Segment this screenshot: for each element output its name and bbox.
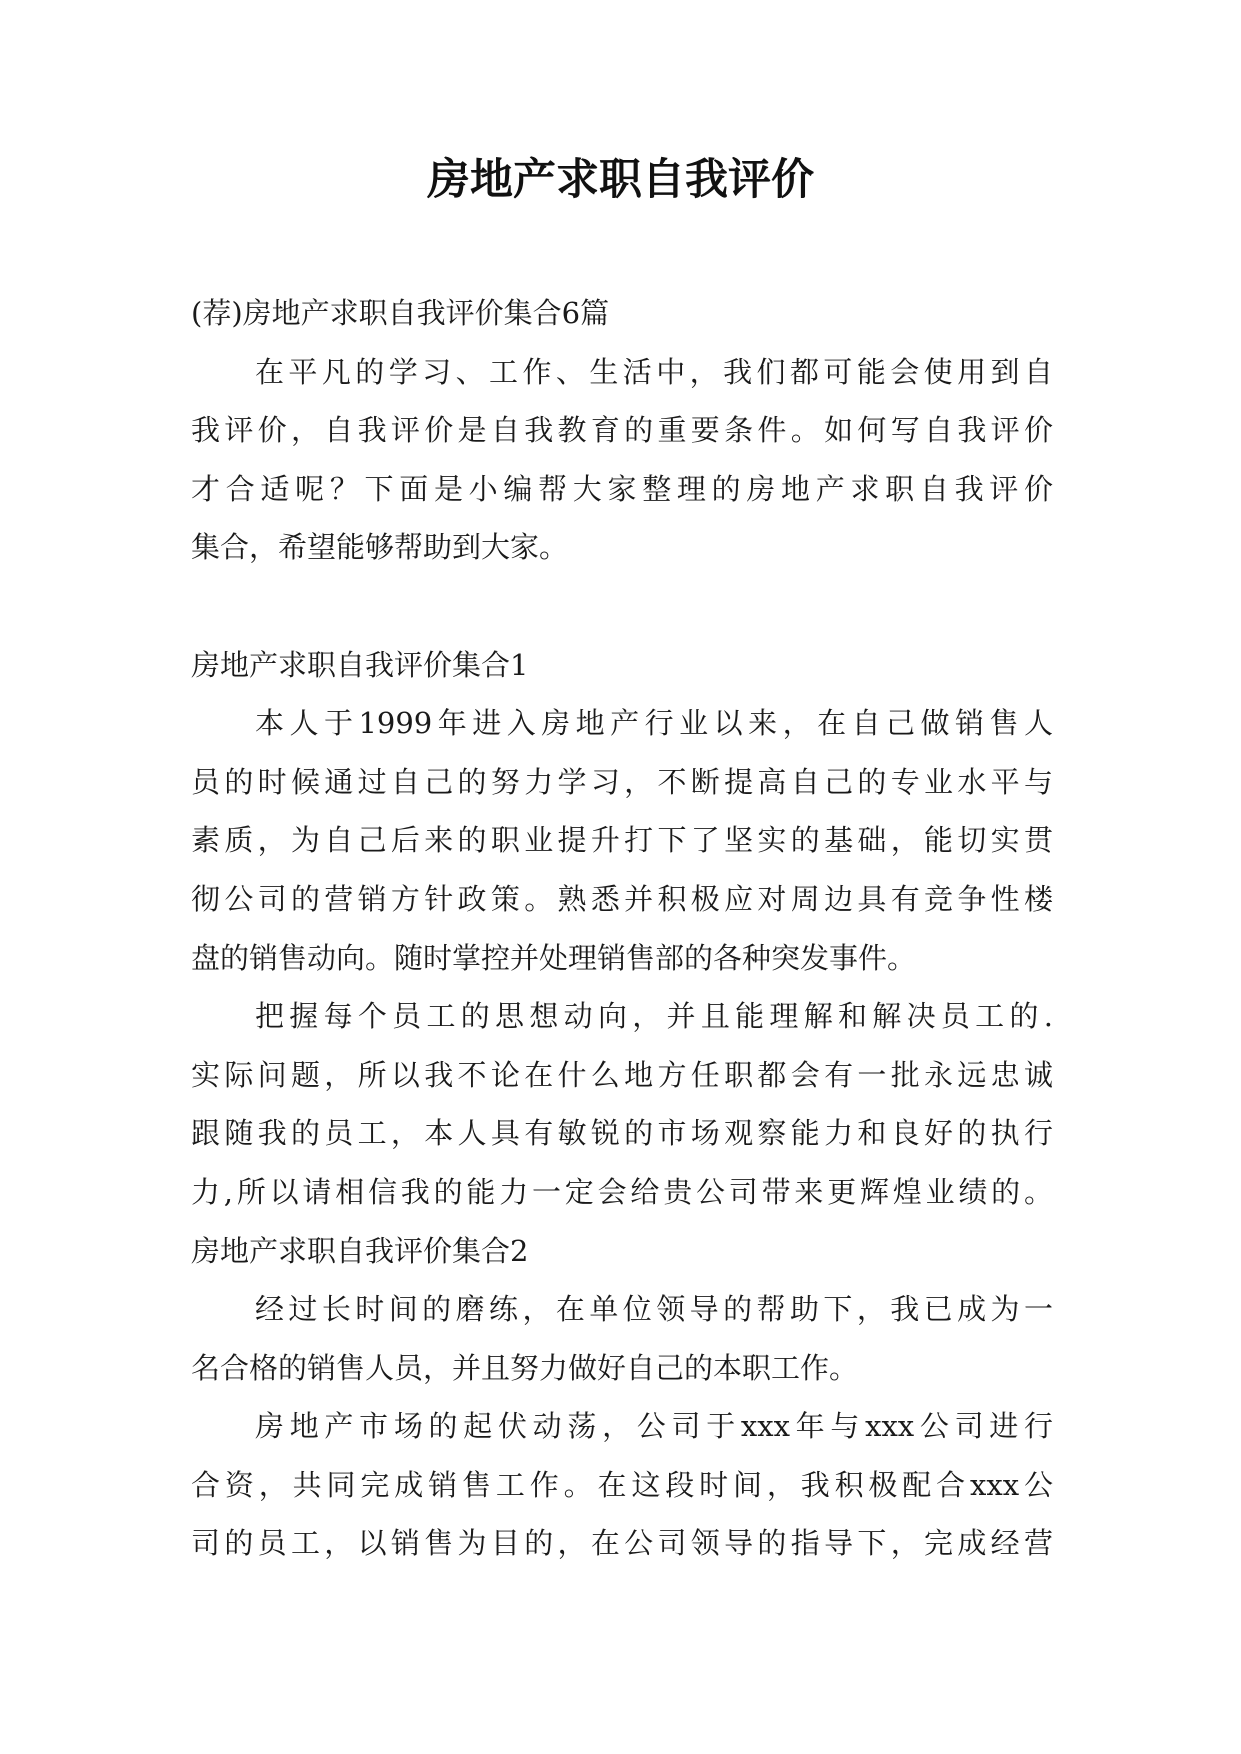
- paragraph-line: 素质，为自己后来的职业提升打下了坚实的基础，能切实贯: [191, 823, 1053, 858]
- paragraph-line: 才合适呢？下面是小编帮大家整理的房地产求职自我评价: [191, 471, 1053, 506]
- paragraph-line: 集合，希望能够帮助到大家。: [191, 530, 569, 565]
- paragraph-line: 彻公司的营销方针政策。熟悉并积极应对周边具有竞争性楼: [191, 881, 1053, 916]
- paragraph-line: 名合格的销售人员，并且努力做好自己的本职工作。: [191, 1350, 859, 1385]
- paragraph-line: 本人于1999年进入房地产行业以来，在自己做销售人: [255, 706, 1053, 741]
- document-subtitle: (荐)房地产求职自我评价集合6篇: [191, 296, 610, 330]
- paragraph-line: 盘的销售动向。随时掌控并处理销售部的各种突发事件。: [191, 940, 917, 975]
- intro-paragraph: [191, 343, 1053, 577]
- paragraph-line: 房地产市场的起伏动荡，公司于xxx年与xxx公司进行: [255, 1409, 1053, 1444]
- paragraph-line: 力,所以请相信我的能力一定会给贵公司带来更辉煌业绩的。: [191, 1174, 1053, 1209]
- section2-paragraph-1: [191, 1280, 1053, 1397]
- section2-paragraph-2: [191, 1397, 1053, 1573]
- section1-paragraph-1: [191, 694, 1053, 987]
- section-heading: 房地产求职自我评价集合1: [191, 647, 529, 682]
- paragraph-line: 员的时候通过自己的努力学习，不断提高自己的专业水平与: [191, 764, 1053, 799]
- paragraph-line: 合资，共同完成销售工作。在这段时间，我积极配合xxx公: [191, 1467, 1053, 1502]
- paragraph-line: 实际问题，所以我不论在什么地方任职都会有一批永远忠诚: [191, 1057, 1053, 1092]
- paragraph-line: 跟随我的员工，本人具有敏锐的市场观察能力和良好的执行: [191, 1116, 1053, 1151]
- paragraph-line: 在平凡的学习、工作、生活中，我们都可能会使用到自: [255, 354, 1053, 389]
- section1-paragraph-2: [191, 987, 1053, 1221]
- paragraph-line: 经过长时间的磨练，在单位领导的帮助下，我已成为一: [255, 1292, 1053, 1327]
- paragraph-line: 把握每个员工的思想动向，并且能理解和解决员工的.: [255, 999, 1053, 1034]
- paragraph-line: 我评价，自我评价是自我教育的重要条件。如何写自我评价: [191, 413, 1053, 448]
- document-body: [191, 284, 1053, 1573]
- section-heading: 房地产求职自我评价集合2: [191, 1233, 529, 1268]
- paragraph-line: 司的员工，以销售为目的，在公司领导的指导下，完成经营: [191, 1526, 1053, 1561]
- document-title: 房地产求职自我评价: [427, 155, 814, 205]
- blank-line: [191, 577, 1053, 636]
